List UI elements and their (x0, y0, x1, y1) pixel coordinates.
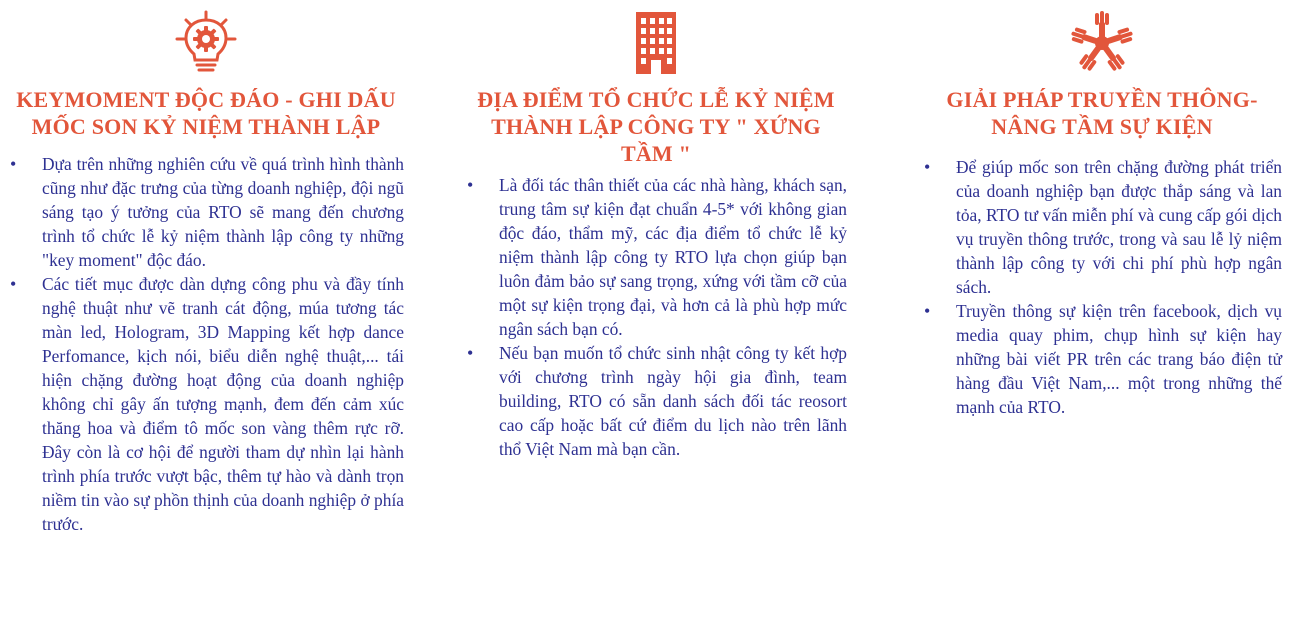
list-item: • Truyền thông sự kiện trên facebook, dịch vụ media quay phim, chụp hình sự kiện hay những bài viết PR trên các trang báo điện tử hàng đầu Việt Nam,... một trong những thế mạnh của RTO. (922, 299, 1282, 419)
column-title: ĐỊA ĐIỂM TỔ CHỨC LỄ KỶ NIỆM THÀNH LẬP CÔNG TY " XỨNG TẦM " (477, 87, 835, 166)
bullet-list (465, 173, 847, 461)
column-title: GIẢI PHÁP TRUYỀN THÔNG- NÂNG TẦM SỰ KIỆN (946, 87, 1258, 139)
list-item: • Để giúp mốc son trên chặng đường phát triển của doanh nghiệp bạn được thắp sáng và lan tỏa, RTO tư vấn miễn phí và cung cấp gói dịch vụ truyền thông trước, trong và sau lễ lỷ niệm thành lập công ty với chi phí phù hợp ngân sách. (922, 155, 1282, 299)
column-title: KEYMOMENT ĐỘC ĐÁO - GHI DẤU MỐC SON KỶ NIỆM THÀNH LẬP (16, 87, 396, 139)
list-item: • Là đối tác thân thiết của các nhà hàng, khách sạn, trung tâm sự kiện đạt chuẩn 4-5* với không gian độc đáo, thẩm mỹ, các địa điểm tổ chức lễ kỷ niệm thành lập công ty RTO lựa chọn giúp bạn luôn đảm bảo sự sang trọng, xứng với tầm cỡ của một sự kiện trọng đại, và hơn cả là phù hợp mức ngân sách bạn có. (465, 173, 847, 341)
bullet-list (922, 155, 1282, 419)
feature-column-media (922, 0, 1282, 419)
lightbulb-gear-icon (173, 10, 239, 76)
building-icon (623, 10, 689, 76)
feature-column-keymoment (8, 0, 404, 536)
feature-column-venue (465, 0, 847, 461)
list-item: • Dựa trên những nghiên cứu về quá trình hình thành cũng như đặc trưng của từng doanh nghiệp, đội ngũ sáng tạo ý tưởng của RTO sẽ mang đến chương trình tổ chức lễ kỷ niệm thành lập công ty những "key moment" độc đáo. (8, 152, 404, 272)
list-item: • Các tiết mục được dàn dựng công phu và đầy tính nghệ thuật như vẽ tranh cát động, múa tương tác màn led, Hologram, 3D Mapping kết hợp dance Perfomance, kịch nói, biểu diễn nghệ thuật,... tái hiện chặng đường hoạt động của doanh nghiệp không chỉ gây ấn tượng mạnh, đem đến cảm xúc thăng hoa và điểm tô mốc son vàng thêm rực rỡ. Đây còn là cơ hội để người tham dự nhìn lại hành trình phía trước vượt bậc, thêm tự hào và dành trọn niềm tin vào sự phồn thịnh của doanh nghiệp ở phía trước. (8, 272, 404, 536)
hands-teamwork-icon (1069, 10, 1135, 76)
list-item: • Nếu bạn muốn tổ chức sinh nhật công ty kết hợp với chương trình ngày hội gia đình, team building, RTO có sẵn danh sách đối tác reosort cao cấp hoặc bất cứ điểm du lịch nào trên lãnh thổ Việt Nam mà bạn cần. (465, 341, 847, 461)
bullet-list (8, 152, 404, 536)
